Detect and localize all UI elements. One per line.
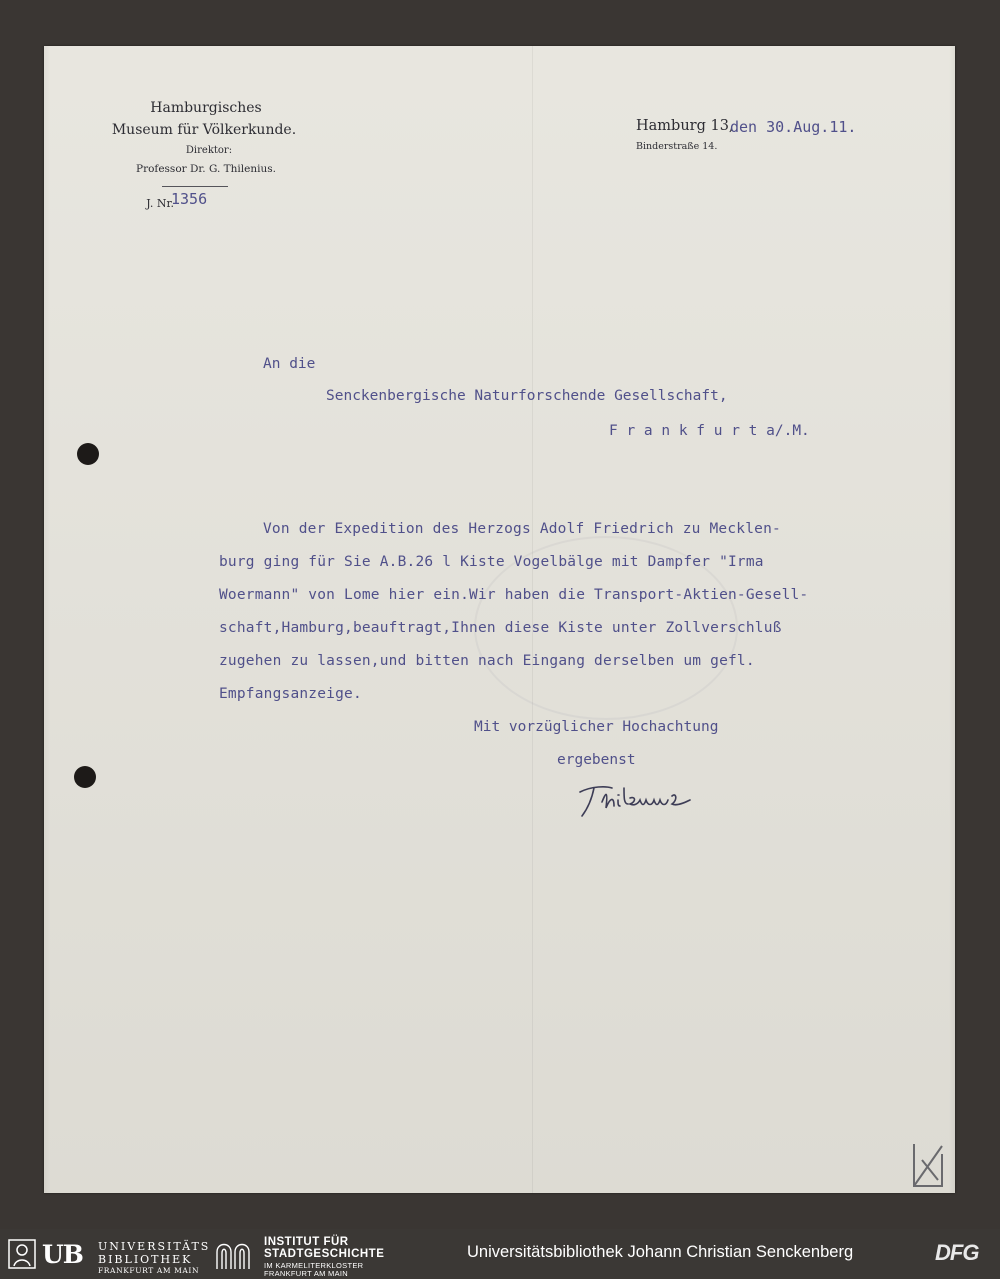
letter-sheet bbox=[44, 46, 955, 1193]
isg-line4: FRANKFURT AM MAIN bbox=[264, 1269, 348, 1278]
journal-number-label: J. Nr. bbox=[146, 197, 174, 210]
isg-line1: INSTITUT FÜR bbox=[264, 1236, 349, 1248]
footer-bar bbox=[0, 1229, 1000, 1279]
recipient-salutation: An die bbox=[263, 356, 316, 372]
letterhead-director-name: Professor Dr. G. Thilenius. bbox=[136, 163, 276, 175]
isg-arches-logo-icon bbox=[214, 1238, 252, 1270]
closing-ergebenst: ergebenst bbox=[557, 752, 636, 768]
letterhead-street: Binderstraße 14. bbox=[636, 141, 718, 152]
collection-title: Universitätsbibliothek Johann Christian Senckenberg bbox=[467, 1243, 854, 1261]
letterhead-rule bbox=[162, 186, 228, 187]
ub-line3: FRANKFURT AM MAIN bbox=[98, 1266, 200, 1275]
body-line-6: Empfangsanzeige. bbox=[219, 686, 362, 702]
letterhead-line1: Hamburgisches bbox=[150, 100, 262, 116]
body-line-4: schaft,Hamburg,beauftragt,Ihnen diese Kiste unter Zollverschluß bbox=[219, 620, 782, 636]
ub-abbreviation: UB bbox=[42, 1240, 83, 1269]
isg-line2: STADTGESCHICHTE bbox=[264, 1248, 385, 1260]
corner-pencil-mark bbox=[908, 1140, 948, 1192]
journal-number: 1356 bbox=[171, 190, 208, 208]
closing-greeting: Mit vorzüglicher Hochachtung bbox=[474, 719, 719, 735]
ub-line1: UNIVERSITÄTS bbox=[98, 1240, 211, 1253]
ub-line2: BIBLIOTHEK bbox=[98, 1253, 193, 1266]
handwritten-signature bbox=[572, 778, 702, 822]
recipient-city: F r a n k f u r t a/.M. bbox=[609, 423, 810, 439]
body-line-1: Von der Expedition des Herzogs Adolf Friedrich zu Mecklen- bbox=[263, 521, 781, 537]
letterhead-museum-name: Museum für Völkerkunde. bbox=[111, 122, 297, 138]
body-line-5: zugehen zu lassen,und bitten nach Eingang derselben um gefl. bbox=[219, 653, 755, 669]
ub-portrait-logo-icon bbox=[8, 1239, 36, 1269]
letterhead-director-label: Direktor: bbox=[185, 145, 233, 156]
letterhead-place: Hamburg 13, bbox=[636, 118, 734, 134]
body-line-3: Woermann" von Lome hier ein.Wir haben die Transport-Aktien-Gesell- bbox=[219, 587, 809, 603]
punch-hole-top bbox=[77, 443, 99, 465]
punch-hole-bottom bbox=[74, 766, 96, 788]
dfg-logo: DFG bbox=[935, 1240, 979, 1265]
body-line-2: burg ging für Sie A.B.26 l Kiste Vogelbälge mit Dampfer "Irma bbox=[219, 554, 764, 570]
isg-line3: IM KARMELITERKLOSTER bbox=[264, 1261, 364, 1270]
recipient-name: Senckenbergische Naturforschende Gesellschaft, bbox=[326, 388, 728, 404]
letter-date: den 30.Aug.11. bbox=[730, 118, 857, 136]
